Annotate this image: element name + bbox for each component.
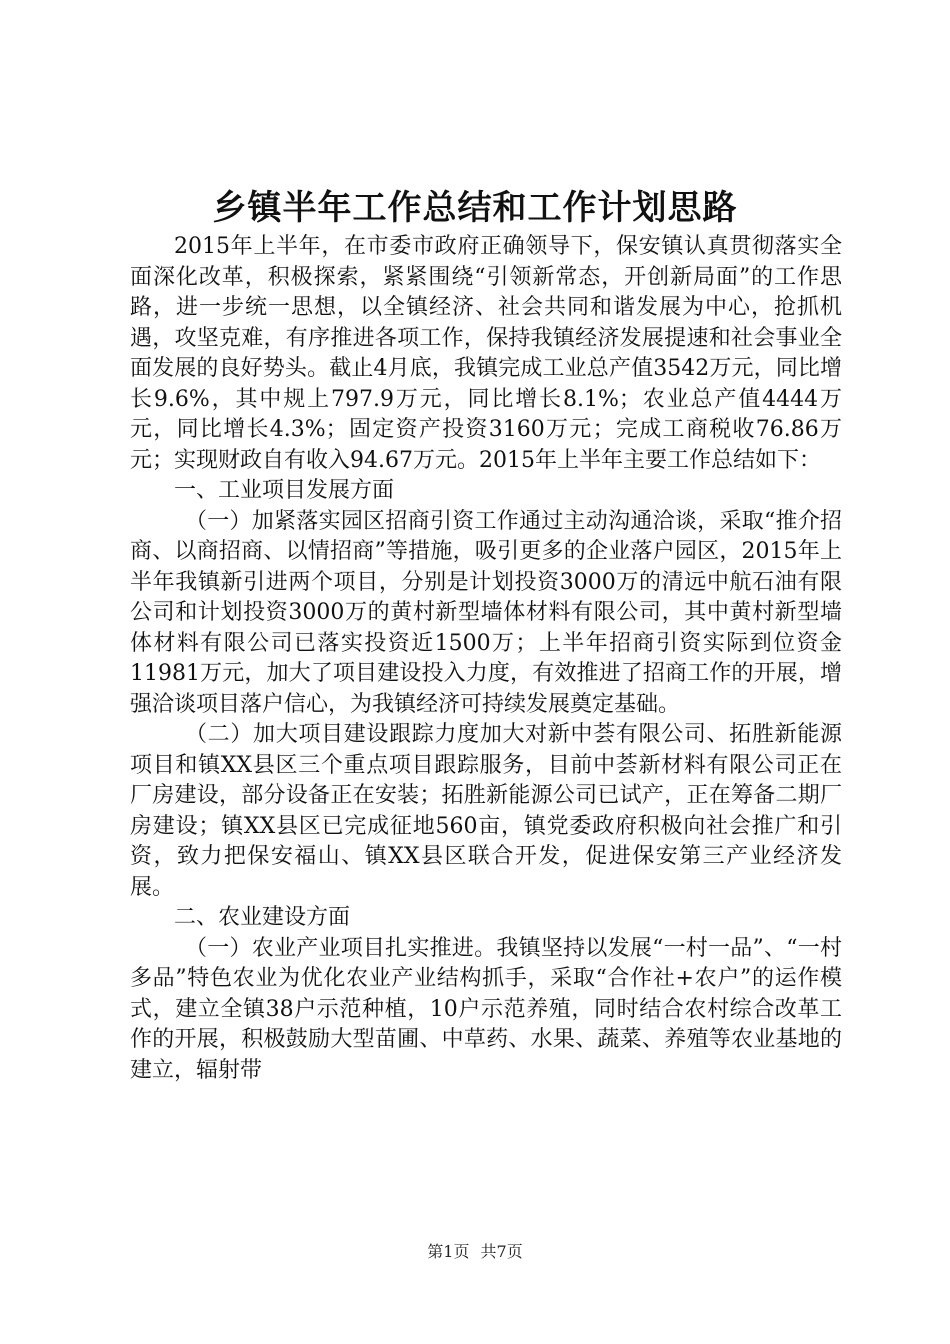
- subsection-paragraph-investment: （一）加紧落实园区招商引资工作通过主动沟通洽谈，采取“推介招商、以商招商、以情招商”等措施，吸引更多的企业落户园区，2015年上半年我镇新引进两个项目，分别是计划投资3000万的清远中航石油有限公司和计划投资3000万的黄村新型墙体材料有限公司，其中黄村新型墙体材料有限公司已落实投资近1500万；上半年招商引资实际到位资金11981万元，加大了项目建设投入力度，有效推进了招商工作的开展，增强洽谈项目落户信心，为我镇经济可持续发展奠定基础。: [130, 508, 842, 717]
- section-heading-agriculture: 二、农业建设方面: [174, 905, 351, 930]
- page-total: 共7页: [480, 1242, 523, 1261]
- section-heading-industry: 一、工业项目发展方面: [174, 478, 395, 503]
- document-body: [130, 232, 842, 1086]
- subsection-paragraph-agriculture: （一）农业产业项目扎实推进。我镇坚持以发展“一村一品”、“一村多品”特色农业为优化农业产业结构抓手，采取“合作社+农户”的运作模式，建立全镇38户示范种植，10户示范养殖，同时结合农村综合改革工作的开展，积极鼓励大型苗圃、中草药、水果、蔬菜、养殖等农业基地的建立，辐射带: [130, 935, 842, 1083]
- intro-paragraph: 2015年上半年，在市委市政府正确领导下，保安镇认真贯彻落实全面深化改革，积极探索，紧紧围绕“引领新常态，开创新局面”的工作思路，进一步统一思想，以全镇经济、社会共同和谐发展为中心，抢抓机遇，攻坚克难，有序推进各项工作，保持我镇经济发展提速和社会事业全面发展的良好势头。截止4月底，我镇完成工业总产值3542万元，同比增长9.6%，其中规上797.9万元，同比增长8.1%；农业总产值4444万元，同比增长4.3%；固定资产投资3160万元；完成工商税收76.86万元；实现财政自有收入94.67万元。2015年上半年主要工作总结如下：: [130, 234, 842, 473]
- subsection-paragraph-project-tracking: （二）加大项目建设跟踪力度加大对新中荟有限公司、拓胜新能源项目和镇XX县区三个重点项目跟踪服务，目前中荟新材料有限公司正在厂房建设，部分设备正在安装；拓胜新能源公司已试产，正在筹备二期厂房建设；镇XX县区已完成征地560亩，镇党委政府积极向社会推广和引资，致力把保安福山、镇XX县区联合开发，促进保安第三产业经济发展。: [130, 722, 842, 900]
- page-footer: [0, 1240, 950, 1264]
- page-number: 第1页: [427, 1242, 470, 1261]
- document-title: 乡镇半年工作总结和工作计划思路: [212, 188, 738, 228]
